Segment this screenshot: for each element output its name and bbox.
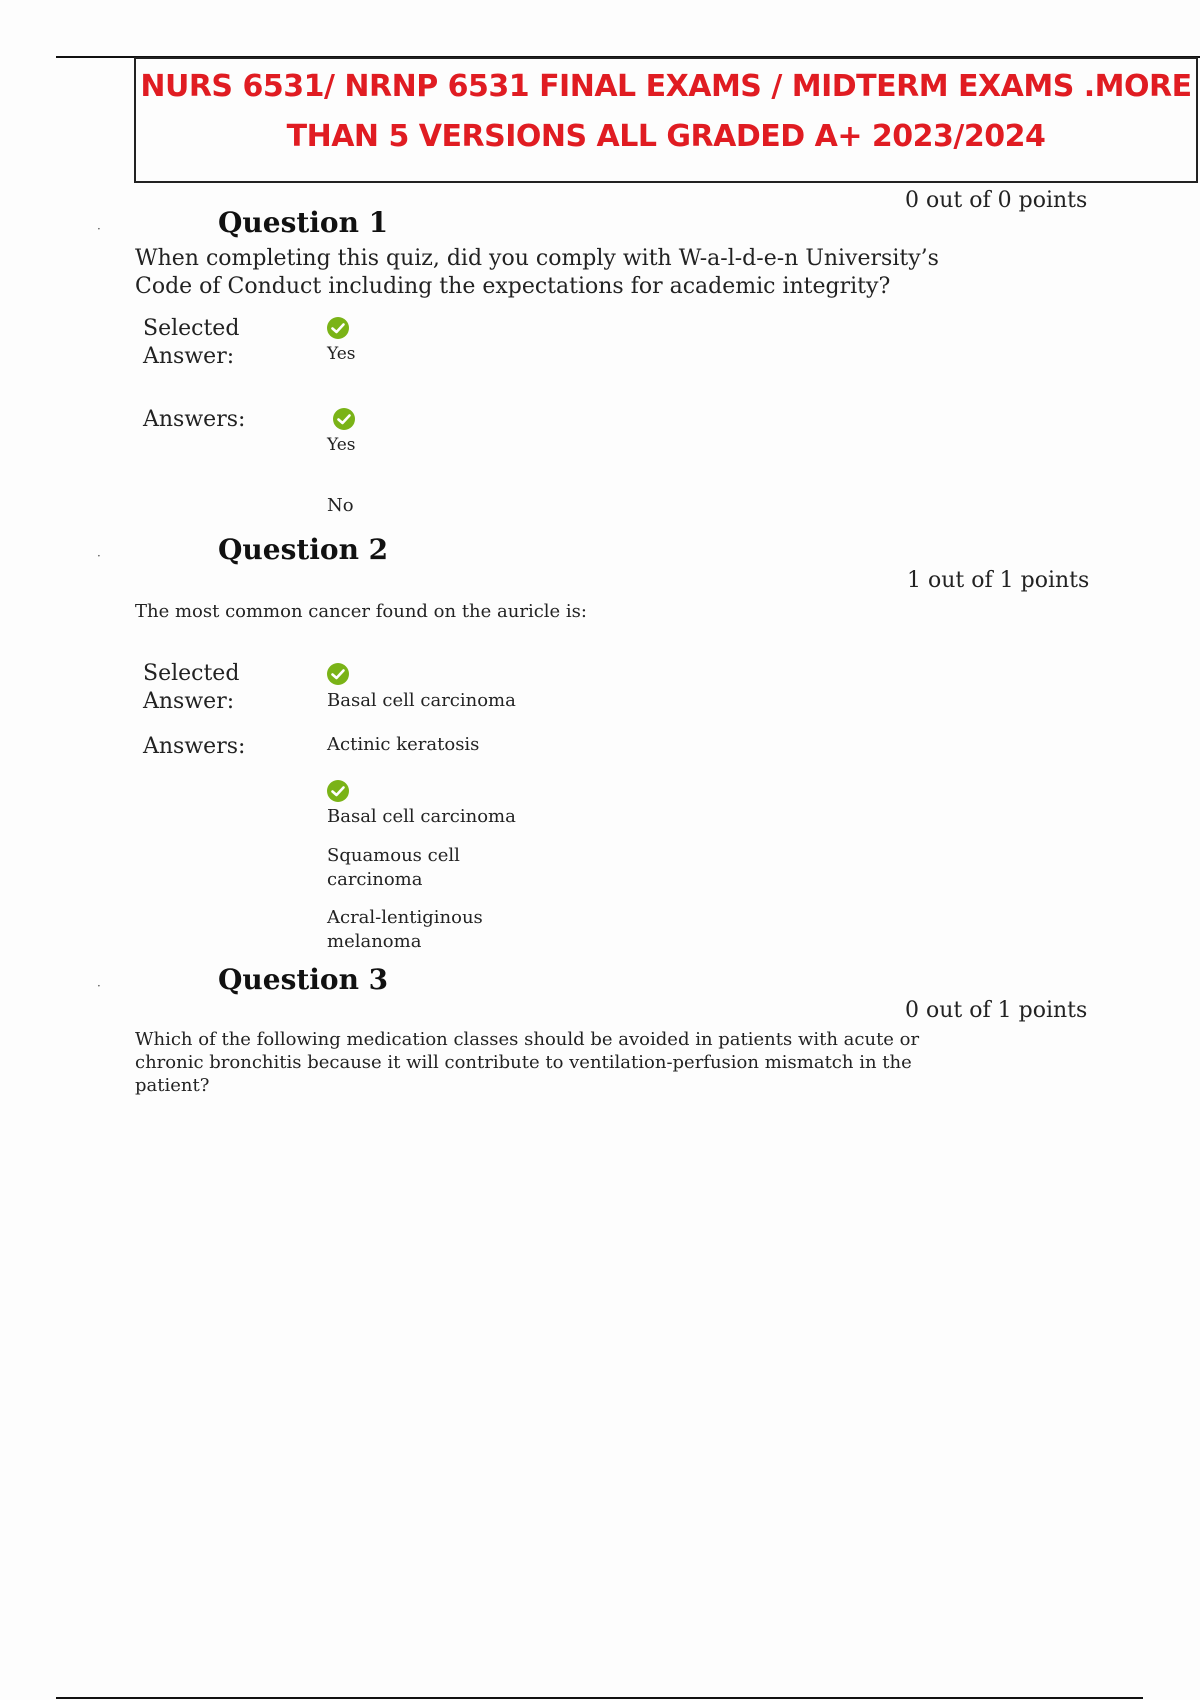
- bottom-rule: [56, 1697, 1143, 1699]
- question-1-heading: Question 1: [218, 206, 389, 239]
- title-box: [134, 57, 1198, 183]
- question-1-prompt-line-2: Code of Conduct including the expectations for academic integrity?: [135, 274, 891, 299]
- question-2-answer-option-4: Acral-lentiginous melanoma: [327, 907, 483, 952]
- question-1-selected-answer: Yes: [327, 344, 356, 364]
- question-1-prompt-line-1: When completing this quiz, did you comply with W-a-l-d-e-n University’s: [135, 246, 939, 271]
- question-3-prompt-line-3: patient?: [135, 1075, 210, 1096]
- question-3-bullet: ·: [97, 979, 101, 993]
- question-2-answer-option-3: Squamous cell carcinoma: [327, 845, 460, 890]
- question-2-selected-label: Selected: [143, 661, 240, 686]
- question-2-selected-answer: Basal cell carcinoma: [327, 690, 516, 711]
- check-circle-icon: [333, 408, 355, 430]
- question-3-points: 0 out of 1 points: [905, 998, 1088, 1023]
- question-3-heading: Question 3: [218, 963, 389, 996]
- question-2-points: 1 out of 1 points: [907, 568, 1090, 593]
- question-1-answers-label: Answers:: [143, 407, 246, 432]
- question-2-answer-option-2: Basal cell carcinoma: [327, 806, 516, 827]
- question-2-prompt: The most common cancer found on the auricle is:: [135, 601, 587, 622]
- question-1-bullet: ·: [97, 222, 101, 236]
- title-line-1: NURS 6531/ NRNP 6531 FINAL EXAMS / MIDTERM EXAMS .MORE: [140, 69, 1192, 104]
- question-1-answer-option-2: No: [327, 495, 354, 516]
- question-2-heading: Question 2: [218, 533, 389, 566]
- question-3-prompt-line-2: chronic bronchitis because it will contribute to ventilation-perfusion mismatch in the: [135, 1052, 912, 1073]
- check-circle-icon: [327, 317, 349, 339]
- question-1-answer-option-1: Yes: [327, 435, 356, 455]
- title-line-2: THAN 5 VERSIONS ALL GRADED A+ 2023/2024: [286, 119, 1046, 154]
- question-2-answers-label: Answers:: [143, 734, 246, 759]
- question-2-bullet: ·: [97, 549, 101, 563]
- question-1-selected-label: Selected: [143, 316, 240, 341]
- question-2-answer-label: Answer:: [143, 689, 235, 714]
- question-1-points: 0 out of 0 points: [905, 188, 1088, 213]
- question-3-prompt-line-1: Which of the following medication classes should be avoided in patients with acute or: [135, 1029, 920, 1050]
- question-1-answer-label: Answer:: [143, 344, 235, 369]
- question-2-answer-option-1: Actinic keratosis: [327, 734, 480, 755]
- check-circle-icon: [327, 780, 349, 802]
- check-circle-icon: [327, 663, 349, 685]
